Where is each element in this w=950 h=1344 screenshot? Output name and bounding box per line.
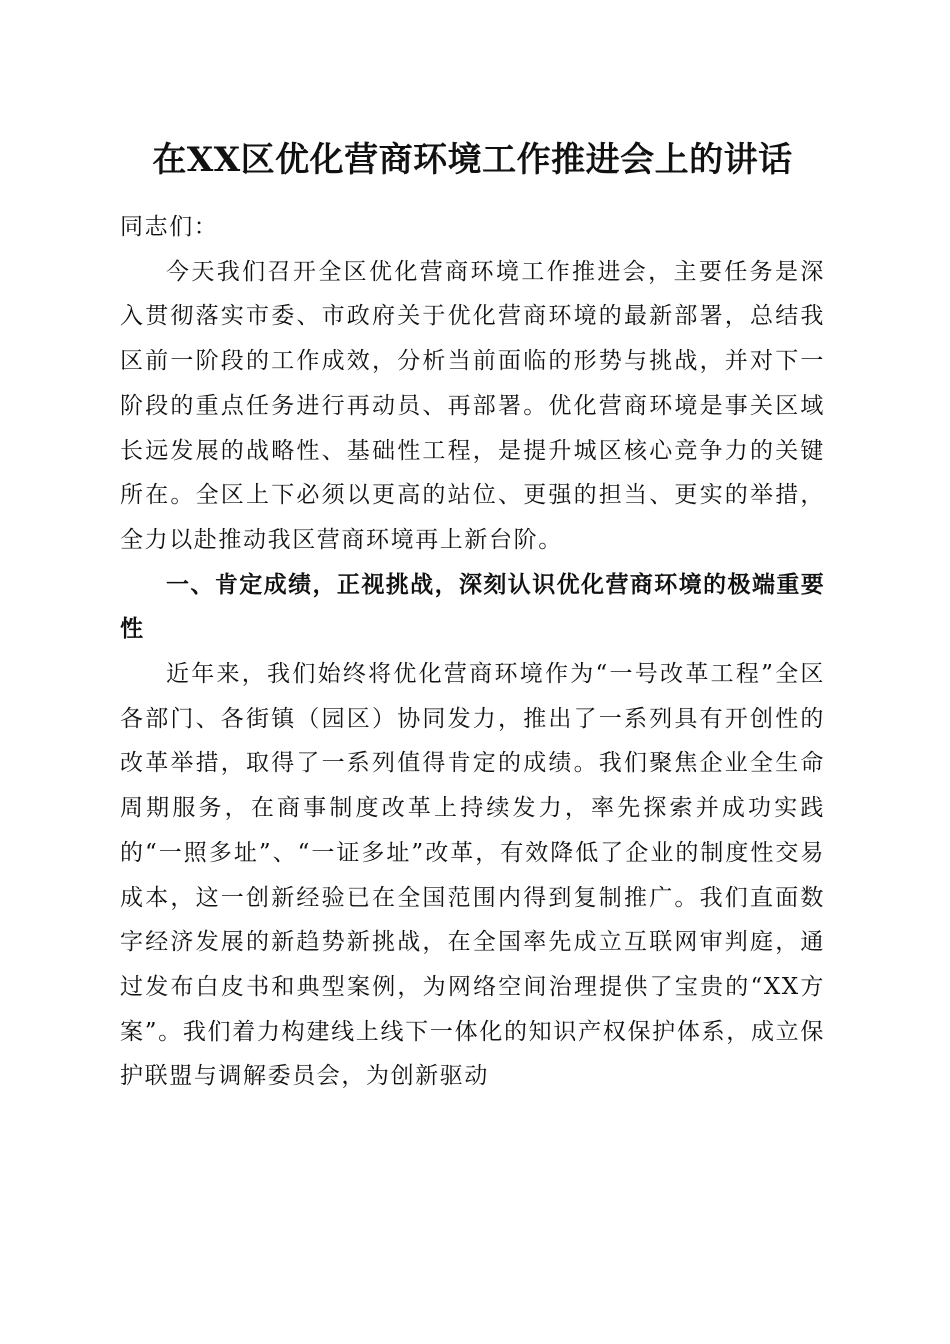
intro-paragraph: 今天我们召开全区优化营商环境工作推进会，主要任务是深入贯彻落实市委、市政府关于优化营商环境的最新部署，总结我区前一阶段的工作成效，分析当前面临的形势与挑战，并对下一阶段的重点任务进行再动员、再部署。优化营商环境是事关区域长远发展的战略性、基础性工程，是提升城区核心竞争力的关键所在。全区上下必须以更高的站位、更强的担当、更实的举措，全力以赴推动我区营商环境再上新台阶。 [120,258,825,553]
salutation: 同志们： [120,214,219,240]
document-page [120,125,825,1099]
body-paragraph: 近年来，我们始终将优化营商环境作为“一号改革工程”全区各部门、各街镇（园区）协同发力，推出了一系列具有开创性的改革举措，取得了一系列值得肯定的成绩。我们聚焦企业全生命周期服务，在商事制度改革上持续发力，率先探索并成功实践的“一照多址”、“一证多址”改革，有效降低了企业的制度性交易成本，这一创新经验已在全国范围内得到复制推广。我们直面数字经济发展的新趋势新挑战，在全国率先成立互联网审判庭，通过发布白皮书和典型案例，为网络空间治理提供了宝贵的“XX方案”。我们着力构建线上线下一体化的知识产权保护体系，成立保护联盟与调解委员会，为创新驱动 [120,661,825,1090]
section-heading: 一、肯定成绩，正视挑战，深刻认识优化营商环境的极端重要性 [120,571,825,643]
document-title: 在XX区优化营商环境工作推进会上的讲话 [152,140,793,180]
document-body [120,205,825,1099]
